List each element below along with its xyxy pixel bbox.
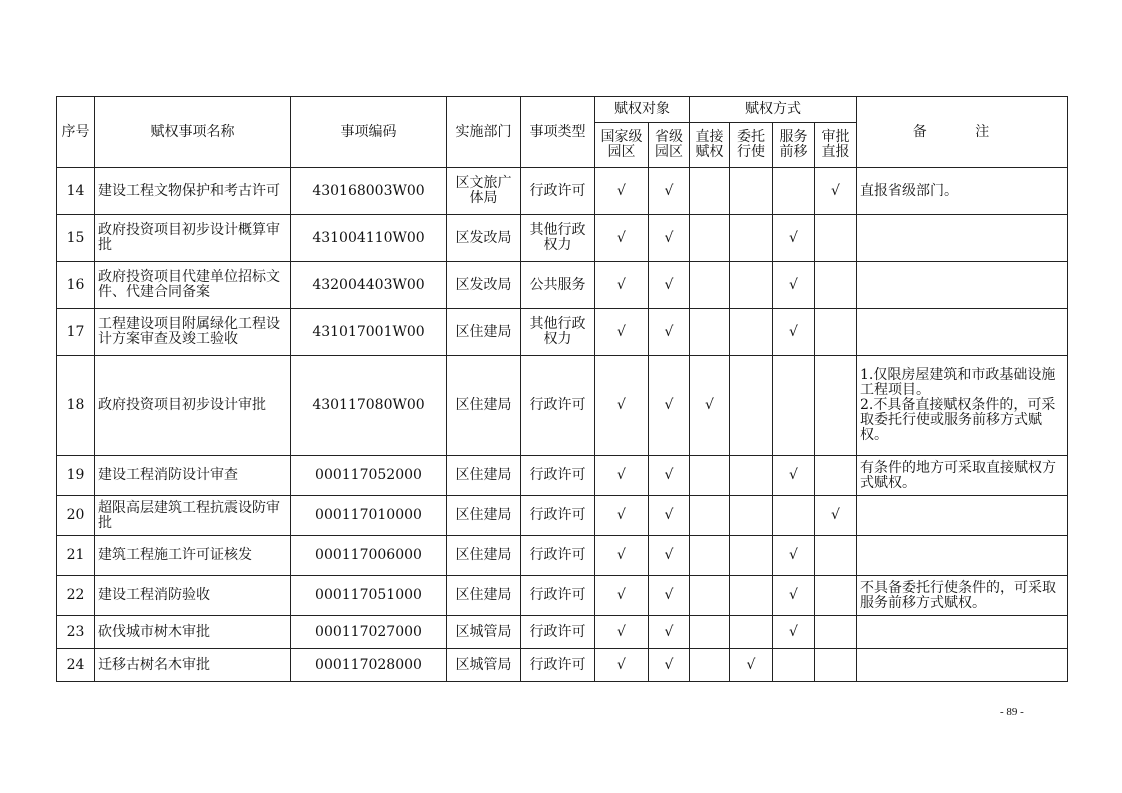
cell-method-forward: √ xyxy=(773,616,815,649)
cell-target-provincial: √ xyxy=(649,168,690,215)
cell-seq: 17 xyxy=(57,309,95,356)
header-target-national: 国家级园区 xyxy=(595,123,649,168)
cell-code: 430168003W00 xyxy=(291,168,447,215)
cell-method-report xyxy=(815,309,857,356)
cell-code: 000117027000 xyxy=(291,616,447,649)
cell-method-direct xyxy=(690,616,730,649)
cell-target-national: √ xyxy=(595,616,649,649)
header-dept: 实施部门 xyxy=(447,97,521,168)
cell-method-entrust xyxy=(730,496,773,536)
cell-dept: 区住建局 xyxy=(447,496,521,536)
cell-type: 行政许可 xyxy=(521,168,595,215)
cell-target-national: √ xyxy=(595,496,649,536)
cell-target-provincial: √ xyxy=(649,215,690,262)
cell-method-entrust xyxy=(730,309,773,356)
cell-code: 432004403W00 xyxy=(291,262,447,309)
cell-remark xyxy=(857,309,1068,356)
cell-seq: 22 xyxy=(57,576,95,616)
cell-name: 政府投资项目初步设计概算审批 xyxy=(95,215,291,262)
cell-method-direct xyxy=(690,496,730,536)
cell-seq: 19 xyxy=(57,456,95,496)
cell-name: 建设工程消防验收 xyxy=(95,576,291,616)
cell-target-national: √ xyxy=(595,262,649,309)
cell-seq: 23 xyxy=(57,616,95,649)
cell-method-entrust xyxy=(730,576,773,616)
header-method-forward: 服务前移 xyxy=(773,123,815,168)
cell-method-report xyxy=(815,576,857,616)
table-row xyxy=(57,168,1068,215)
cell-target-provincial: √ xyxy=(649,576,690,616)
cell-remark: 直报省级部门。 xyxy=(857,168,1068,215)
cell-method-forward: √ xyxy=(773,262,815,309)
cell-target-provincial: √ xyxy=(649,456,690,496)
cell-method-entrust xyxy=(730,356,773,456)
cell-name: 政府投资项目初步设计审批 xyxy=(95,356,291,456)
header-name: 赋权事项名称 xyxy=(95,97,291,168)
cell-target-provincial: √ xyxy=(649,356,690,456)
cell-dept: 区住建局 xyxy=(447,456,521,496)
cell-method-direct xyxy=(690,168,730,215)
cell-method-forward: √ xyxy=(773,309,815,356)
cell-method-report xyxy=(815,536,857,576)
cell-seq: 24 xyxy=(57,649,95,682)
cell-code: 000117052000 xyxy=(291,456,447,496)
cell-name: 建筑工程施工许可证核发 xyxy=(95,536,291,576)
cell-type: 行政许可 xyxy=(521,576,595,616)
cell-dept: 区城管局 xyxy=(447,649,521,682)
header-target-provincial: 省级园区 xyxy=(649,123,690,168)
table-row xyxy=(57,616,1068,649)
cell-method-entrust xyxy=(730,168,773,215)
cell-target-national: √ xyxy=(595,649,649,682)
cell-method-report xyxy=(815,356,857,456)
cell-method-forward: √ xyxy=(773,456,815,496)
cell-target-provincial: √ xyxy=(649,616,690,649)
cell-type: 其他行政权力 xyxy=(521,309,595,356)
cell-dept: 区文旅广体局 xyxy=(447,168,521,215)
cell-method-direct xyxy=(690,576,730,616)
cell-name: 建设工程文物保护和考古许可 xyxy=(95,168,291,215)
header-remark: 备 注 xyxy=(857,97,1068,168)
cell-method-direct xyxy=(690,215,730,262)
cell-method-forward: √ xyxy=(773,215,815,262)
cell-code: 000117051000 xyxy=(291,576,447,616)
cell-code: 431004110W00 xyxy=(291,215,447,262)
cell-seq: 16 xyxy=(57,262,95,309)
cell-target-provincial: √ xyxy=(649,309,690,356)
cell-target-national: √ xyxy=(595,309,649,356)
cell-dept: 区住建局 xyxy=(447,536,521,576)
cell-target-national: √ xyxy=(595,576,649,616)
cell-method-entrust xyxy=(730,215,773,262)
cell-method-forward: √ xyxy=(773,536,815,576)
cell-seq: 20 xyxy=(57,496,95,536)
authorization-table xyxy=(56,96,1068,682)
table-row xyxy=(57,456,1068,496)
cell-method-forward: √ xyxy=(773,576,815,616)
cell-seq: 18 xyxy=(57,356,95,456)
cell-method-entrust: √ xyxy=(730,649,773,682)
cell-name: 迁移古树名木审批 xyxy=(95,649,291,682)
cell-type: 行政许可 xyxy=(521,356,595,456)
header-method-report: 审批直报 xyxy=(815,123,857,168)
cell-remark: 1.仅限房屋建筑和市政基础设施工程项目。 2.不具备直接赋权条件的，可采取委托行使或服务前移方式赋权。 xyxy=(857,356,1068,456)
cell-method-direct xyxy=(690,536,730,576)
cell-name: 建设工程消防设计审查 xyxy=(95,456,291,496)
cell-seq: 14 xyxy=(57,168,95,215)
cell-name: 砍伐城市树木审批 xyxy=(95,616,291,649)
cell-code: 000117010000 xyxy=(291,496,447,536)
cell-method-direct: √ xyxy=(690,356,730,456)
table-row xyxy=(57,496,1068,536)
header-code: 事项编码 xyxy=(291,97,447,168)
cell-remark: 不具备委托行使条件的，可采取服务前移方式赋权。 xyxy=(857,576,1068,616)
cell-type: 公共服务 xyxy=(521,262,595,309)
cell-target-national: √ xyxy=(595,536,649,576)
cell-remark xyxy=(857,616,1068,649)
cell-method-report xyxy=(815,456,857,496)
cell-seq: 15 xyxy=(57,215,95,262)
cell-target-national: √ xyxy=(595,456,649,496)
cell-remark xyxy=(857,262,1068,309)
cell-method-forward xyxy=(773,649,815,682)
cell-method-entrust xyxy=(730,456,773,496)
cell-dept: 区发改局 xyxy=(447,215,521,262)
cell-target-national: √ xyxy=(595,215,649,262)
cell-method-direct xyxy=(690,649,730,682)
table-row xyxy=(57,215,1068,262)
cell-method-report: √ xyxy=(815,496,857,536)
cell-method-entrust xyxy=(730,616,773,649)
header-method-group: 赋权方式 xyxy=(690,97,857,123)
cell-target-provincial: √ xyxy=(649,536,690,576)
cell-method-report xyxy=(815,215,857,262)
cell-code: 431017001W00 xyxy=(291,309,447,356)
cell-method-report xyxy=(815,616,857,649)
cell-name: 政府投资项目代建单位招标文件、代建合同备案 xyxy=(95,262,291,309)
cell-target-national: √ xyxy=(595,168,649,215)
cell-code: 000117028000 xyxy=(291,649,447,682)
cell-code: 000117006000 xyxy=(291,536,447,576)
cell-method-forward xyxy=(773,496,815,536)
cell-method-report: √ xyxy=(815,168,857,215)
cell-dept: 区住建局 xyxy=(447,356,521,456)
table-row xyxy=(57,649,1068,682)
cell-name: 超限高层建筑工程抗震设防审批 xyxy=(95,496,291,536)
cell-remark xyxy=(857,536,1068,576)
header-method-entrust: 委托行使 xyxy=(730,123,773,168)
table-row xyxy=(57,536,1068,576)
cell-remark xyxy=(857,215,1068,262)
cell-target-provincial: √ xyxy=(649,649,690,682)
cell-method-forward xyxy=(773,168,815,215)
cell-method-entrust xyxy=(730,536,773,576)
table-row xyxy=(57,262,1068,309)
header-method-direct: 直接赋权 xyxy=(690,123,730,168)
cell-name: 工程建设项目附属绿化工程设计方案审查及竣工验收 xyxy=(95,309,291,356)
cell-type: 行政许可 xyxy=(521,536,595,576)
cell-code: 430117080W00 xyxy=(291,356,447,456)
cell-remark xyxy=(857,649,1068,682)
table-body xyxy=(57,168,1068,682)
table-row xyxy=(57,576,1068,616)
cell-type: 行政许可 xyxy=(521,456,595,496)
cell-type: 其他行政权力 xyxy=(521,215,595,262)
cell-dept: 区城管局 xyxy=(447,616,521,649)
cell-type: 行政许可 xyxy=(521,616,595,649)
cell-method-direct xyxy=(690,456,730,496)
cell-remark: 有条件的地方可采取直接赋权方式赋权。 xyxy=(857,456,1068,496)
cell-type: 行政许可 xyxy=(521,649,595,682)
cell-method-report xyxy=(815,649,857,682)
cell-seq: 21 xyxy=(57,536,95,576)
cell-target-provincial: √ xyxy=(649,496,690,536)
cell-method-report xyxy=(815,262,857,309)
cell-method-direct xyxy=(690,309,730,356)
cell-dept: 区住建局 xyxy=(447,309,521,356)
cell-type: 行政许可 xyxy=(521,496,595,536)
cell-method-entrust xyxy=(730,262,773,309)
cell-dept: 区住建局 xyxy=(447,576,521,616)
page-number: - 89 - xyxy=(1000,706,1024,718)
cell-target-provincial: √ xyxy=(649,262,690,309)
table-row xyxy=(57,356,1068,456)
header-type: 事项类型 xyxy=(521,97,595,168)
cell-remark xyxy=(857,496,1068,536)
header-seq: 序号 xyxy=(57,97,95,168)
header-target-group: 赋权对象 xyxy=(595,97,690,123)
cell-target-national: √ xyxy=(595,356,649,456)
cell-dept: 区发改局 xyxy=(447,262,521,309)
table-row xyxy=(57,309,1068,356)
cell-method-forward xyxy=(773,356,815,456)
cell-method-direct xyxy=(690,262,730,309)
